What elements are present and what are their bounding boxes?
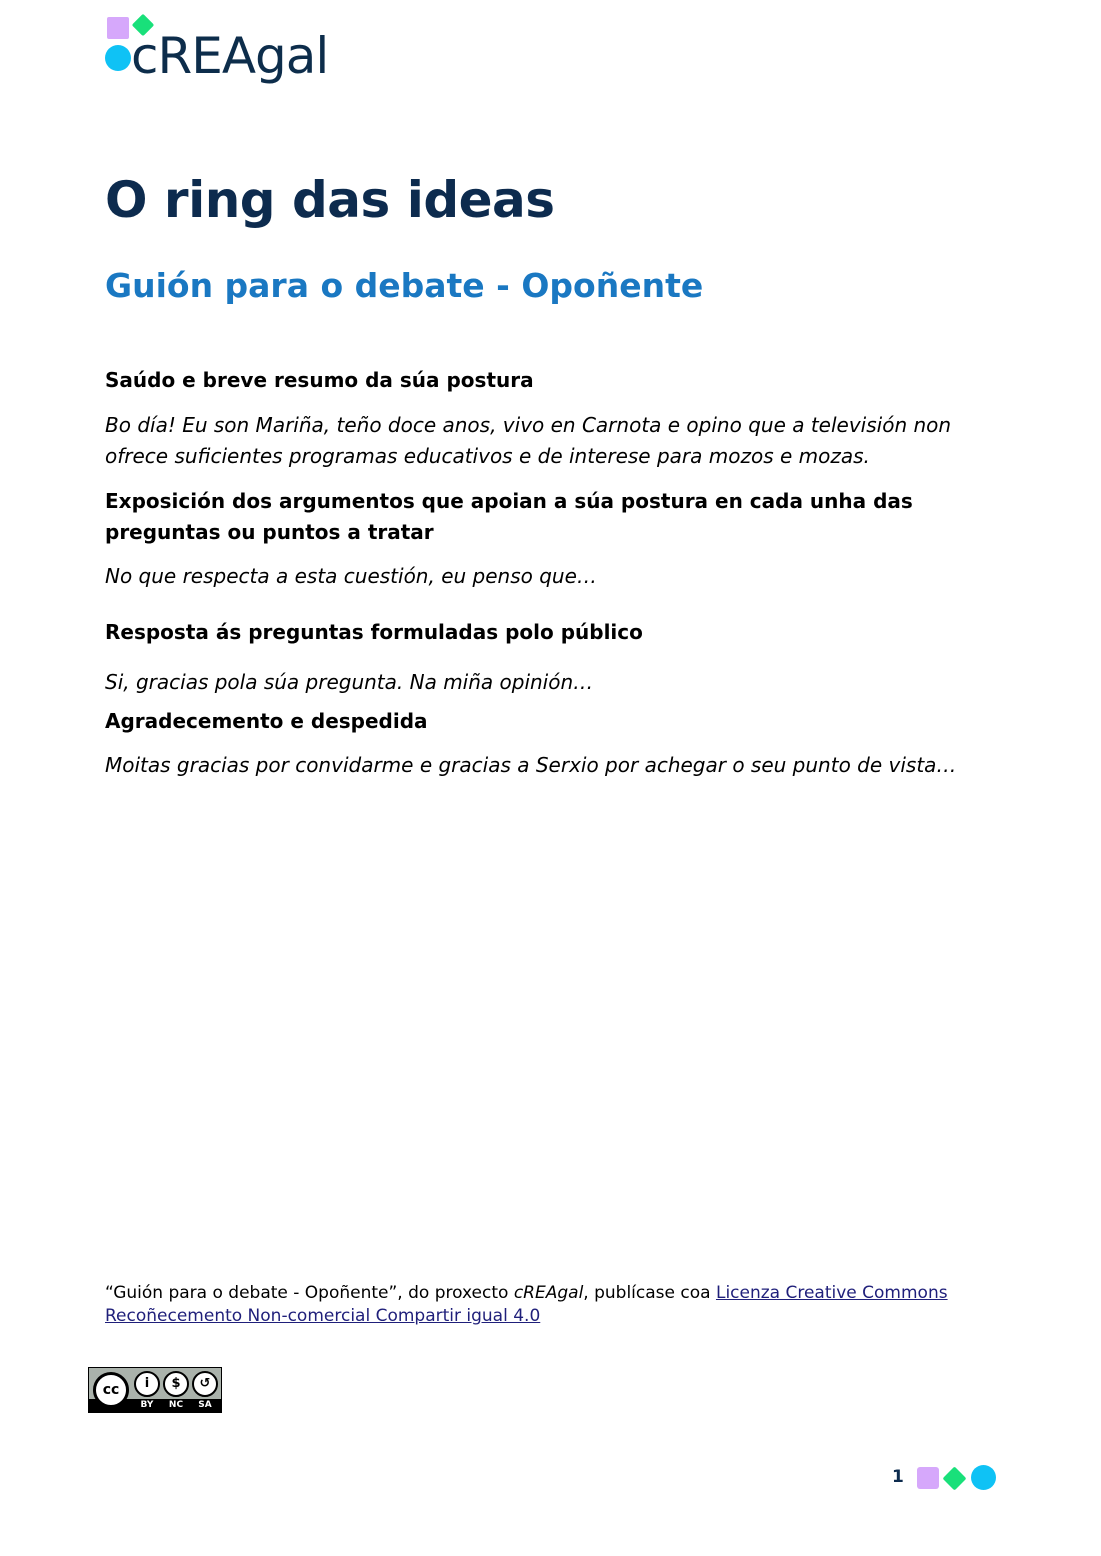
license-prefix: “Guión para o debate - Opoñente”, do proxecto [105, 1283, 514, 1303]
section-heading: Resposta ás preguntas formuladas polo público [105, 620, 643, 644]
section-greeting [105, 365, 1005, 472]
sa-icon: ↺ [192, 1371, 218, 1397]
page-square-icon [917, 1467, 939, 1489]
section-heading: Exposición dos argumentos que apoian a súa postura en cada unha das preguntas ou puntos a tratar [105, 489, 913, 544]
by-icon: i [134, 1371, 160, 1397]
page-number: 1 [892, 1467, 904, 1487]
section-heading: Saúdo e breve resumo da súa postura [105, 368, 534, 392]
nc-icon: $ [163, 1371, 189, 1397]
section-heading: Agradecemento e despedida [105, 709, 428, 733]
page-diamond-icon [942, 1466, 966, 1490]
page-subtitle: Guión para o debate - Opoñente [105, 266, 704, 305]
cc-icon: cc [93, 1372, 129, 1408]
license-middle: , publícase coa [583, 1283, 716, 1303]
section-body: Bo día! Eu son Mariña, teño doce anos, vivo en Carnota e opino que a televisión non ofrece suficientes programas educativos e de interese para mozos e mozas. [105, 413, 952, 468]
section-body: Si, gracias pola súa pregunta. Na miña opinión… [105, 670, 594, 694]
project-name: cREAgal [513, 1283, 584, 1303]
by-label: BY [140, 1400, 154, 1410]
section-body: Moitas gracias por convidarme e gracias a Serxio por achegar o seu punto de vista… [105, 753, 957, 777]
license-note [105, 1282, 965, 1328]
cc-by-nc-sa-badge[interactable] [88, 1367, 222, 1413]
page-title: O ring das ideas [105, 171, 555, 229]
creagal-logo [105, 14, 329, 86]
logo-wordmark: cREAgal [131, 27, 329, 85]
sa-label: SA [198, 1400, 212, 1410]
section-body: No que respecta a esta cuestión, eu penso que… [105, 564, 597, 588]
section-farewell [105, 706, 1005, 781]
logo-circle-icon [105, 45, 131, 71]
section-arguments [105, 486, 1005, 592]
logo-square-icon [107, 17, 129, 39]
license-link[interactable]: Licenza Creative Commons Recoñecemento Non-comercial Compartir igual 4.0 [105, 1283, 948, 1326]
section-questions [105, 617, 1005, 698]
nc-label: NC [168, 1400, 184, 1410]
page-circle-icon [971, 1465, 996, 1490]
